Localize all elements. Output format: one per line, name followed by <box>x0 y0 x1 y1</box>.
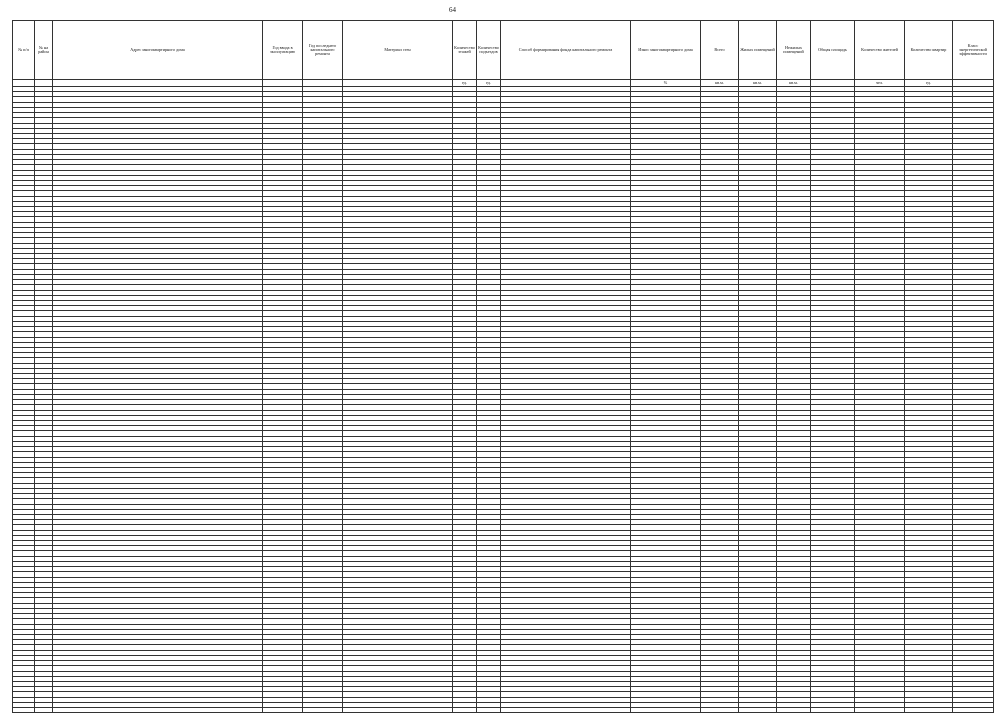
table-row <box>13 708 994 713</box>
unit-floors: ед. <box>453 80 477 87</box>
unit-area-nonres: кв.м. <box>777 80 811 87</box>
header-entrances: Количество подъездов <box>477 21 501 80</box>
header-year-build: Год ввода в эксплуатацию <box>263 21 303 80</box>
header-material: Материал стен <box>343 21 453 80</box>
header-nd: № на район <box>35 21 53 80</box>
header-auto: Износ многоквартирного дома <box>631 21 701 80</box>
header-area-nonres: Нежилых помещений <box>777 21 811 80</box>
page-number: 64 <box>449 6 456 14</box>
table-cell <box>343 708 453 713</box>
table-cell <box>855 708 905 713</box>
header-fund: Способ формирования фонда капитального ремонта <box>501 21 631 80</box>
header-floors: Количество этажей <box>453 21 477 80</box>
header-year-last: Год последнего капитального ремонта <box>303 21 343 80</box>
unit-area-all: кв.м. <box>701 80 739 87</box>
header-area-res: Жилых помещений <box>739 21 777 80</box>
table-cell <box>739 708 777 713</box>
header-area-total: Общая площадь <box>811 21 855 80</box>
unit-units: чел. <box>855 80 905 87</box>
unit-apts: ед. <box>905 80 953 87</box>
unit-area-res: кв.м. <box>739 80 777 87</box>
table-cell <box>263 708 303 713</box>
table-cell <box>701 708 739 713</box>
header-area-all: Всего <box>701 21 739 80</box>
housing-table <box>12 20 994 713</box>
table-cell <box>303 708 343 713</box>
header-n: № п/п <box>13 21 35 80</box>
table-cell <box>35 708 53 713</box>
header-class: Класс энергетической эффективности <box>953 21 994 80</box>
table-cell <box>53 708 263 713</box>
table-cell <box>905 708 953 713</box>
table-body <box>13 87 994 713</box>
unit-auto: % <box>631 80 701 87</box>
unit-entrances: ед. <box>477 80 501 87</box>
table-cell <box>777 708 811 713</box>
header-units: Количество жителей <box>855 21 905 80</box>
table-cell <box>811 708 855 713</box>
table-cell <box>631 708 701 713</box>
header-address: Адрес многоквартирного дома <box>53 21 263 80</box>
table-cell <box>501 708 631 713</box>
table-cell <box>13 708 35 713</box>
table-cell <box>953 708 994 713</box>
table-cell <box>453 708 477 713</box>
table-cell <box>477 708 501 713</box>
header-apts: Количество квартир <box>905 21 953 80</box>
